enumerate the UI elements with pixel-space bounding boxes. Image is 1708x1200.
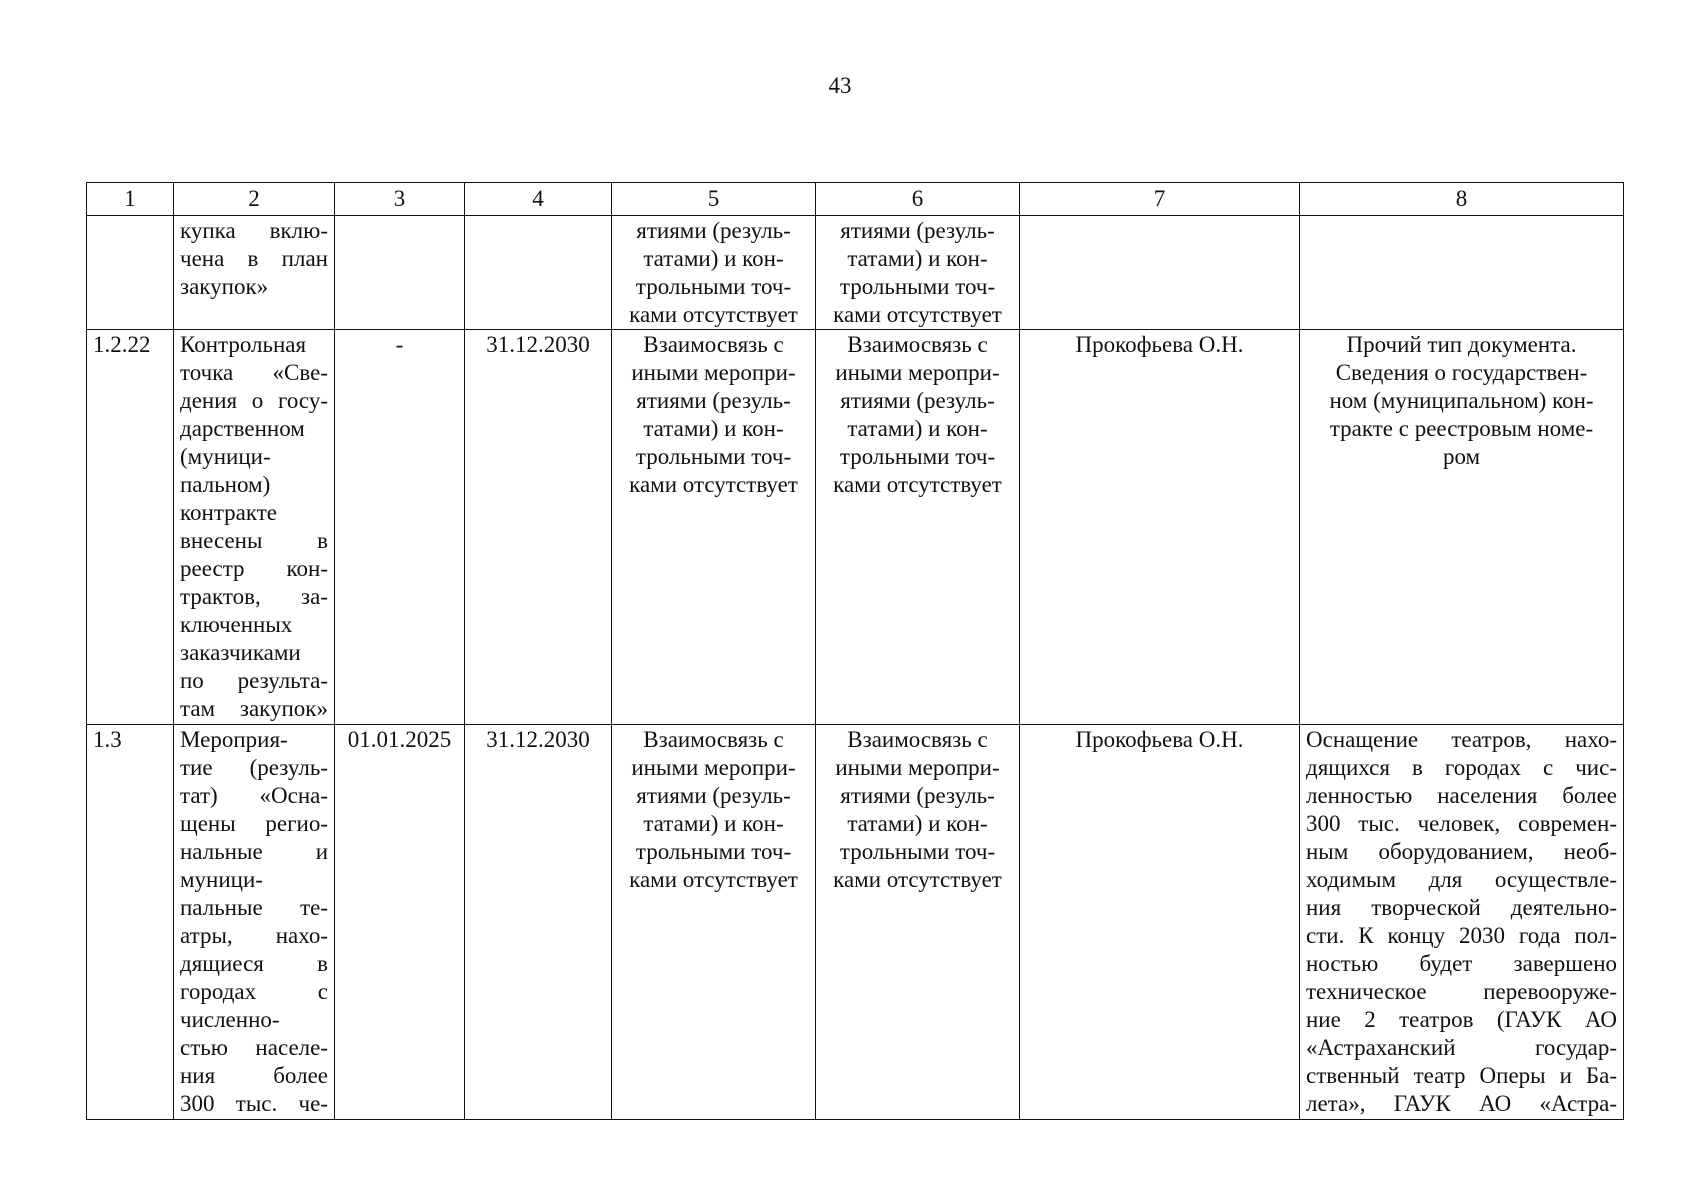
cell-line: ром — [1442, 444, 1481, 469]
cell-line: ками отсутствует — [629, 867, 798, 892]
table-row — [87, 216, 1624, 330]
cell-line: Мероприя- — [180, 727, 288, 752]
column-header-5: 5 — [612, 183, 816, 216]
cell-col6 — [816, 330, 1020, 725]
cell-line: закупок» — [180, 274, 269, 299]
cell-col7 — [1020, 216, 1300, 330]
cell-line: 300 тыс. человек, современ- — [1306, 811, 1617, 836]
column-header-2: 2 — [174, 183, 335, 216]
cell-line: татами) и кон- — [643, 246, 784, 271]
data-table — [86, 182, 1624, 1120]
cell-line: трольными точ- — [635, 274, 792, 299]
cell-line: ятиями (резуль- — [840, 218, 995, 243]
cell-line: чена в план — [180, 246, 328, 271]
cell-line: ками отсутствует — [629, 302, 798, 327]
row-number: 1.3 — [93, 727, 122, 752]
cell-line: ками отсутствует — [629, 472, 798, 497]
cell-line: 300 тыс. че- — [180, 1091, 328, 1116]
cell-line: татами) и кон- — [847, 246, 988, 271]
cell-line: ным оборудованием, необ- — [1306, 839, 1617, 864]
cell-line: городах с — [180, 979, 328, 1004]
cell-line: ятиями (резуль- — [840, 388, 995, 413]
end-date: 31.12.2030 — [486, 332, 590, 357]
cell-col6 — [816, 216, 1020, 330]
cell-col3 — [335, 216, 465, 330]
cell-line: ками отсутствует — [833, 867, 1002, 892]
cell-line: трольными точ- — [635, 444, 792, 469]
column-header-7: 7 — [1020, 183, 1300, 216]
cell-line: Оснащение театров, нахо- — [1306, 727, 1617, 752]
cell-line: реестр кон- — [180, 556, 328, 581]
column-header-4: 4 — [465, 183, 612, 216]
cell-line: иными меропри- — [631, 360, 796, 385]
page-number: 43 — [828, 73, 852, 98]
cell-line: Взаимосвязь с — [643, 727, 784, 752]
cell-col8 — [1300, 216, 1624, 330]
cell-col6 — [816, 725, 1020, 1120]
column-header-8: 8 — [1300, 183, 1624, 216]
cell-line: трольными точ- — [839, 839, 996, 864]
end-date: 31.12.2030 — [486, 727, 590, 752]
cell-line: Взаимосвязь с — [847, 332, 988, 357]
cell-line: иными меропри- — [631, 755, 796, 780]
cell-line: ками отсутствует — [833, 302, 1002, 327]
cell-line: пальном) — [180, 472, 271, 497]
column-header-6: 6 — [816, 183, 1020, 216]
cell-col4 — [465, 725, 612, 1120]
table-row — [87, 330, 1624, 725]
column-header-1: 1 — [87, 183, 174, 216]
cell-line: Взаимосвязь с — [643, 332, 784, 357]
column-header-3: 3 — [335, 183, 465, 216]
cell-line: атры, нахо- — [180, 923, 328, 948]
cell-line: пальные те- — [180, 895, 328, 920]
cell-col1 — [87, 725, 174, 1120]
table-row — [87, 725, 1624, 1120]
cell-line: дения о госу- — [180, 388, 328, 413]
cell-line: (муници- — [180, 444, 271, 469]
cell-line: тат) «Осна- — [180, 783, 328, 808]
cell-line: контракте — [180, 500, 277, 525]
cell-line: трактов, за- — [180, 584, 328, 609]
cell-line: трольными точ- — [839, 444, 996, 469]
header-row — [87, 183, 1624, 216]
cell-col7 — [1020, 725, 1300, 1120]
cell-col5 — [612, 330, 816, 725]
cell-line: тие (резуль- — [180, 755, 328, 780]
cell-col1 — [87, 330, 174, 725]
cell-col2 — [174, 330, 335, 725]
cell-line: «Астраханский государ- — [1306, 1035, 1617, 1060]
cell-line: сти. К концу 2030 года пол- — [1306, 923, 1617, 948]
cell-line: техническое перевооруже- — [1306, 979, 1617, 1004]
cell-line: нальные и — [180, 839, 328, 864]
cell-line: тракте с реестровым номе- — [1329, 416, 1594, 441]
cell-line: ключенных — [180, 612, 293, 637]
cell-line: ходимым для осуществле- — [1306, 867, 1617, 892]
cell-col8 — [1300, 330, 1624, 725]
cell-line: ственный театр Оперы и Ба- — [1306, 1063, 1617, 1088]
cell-line: ния творческой деятельно- — [1306, 895, 1617, 920]
cell-line: ятиями (резуль- — [636, 388, 791, 413]
cell-line: ятиями (резуль- — [636, 218, 791, 243]
cell-line: заказчиками — [180, 640, 301, 665]
cell-line: Взаимосвязь с — [847, 727, 988, 752]
cell-col4 — [465, 330, 612, 725]
cell-line: лета», ГАУК АО «Астра- — [1306, 1091, 1617, 1116]
cell-col3 — [335, 330, 465, 725]
cell-line: щены регио- — [180, 811, 328, 836]
responsible-person: Прокофьева О.Н. — [1075, 332, 1244, 357]
cell-line: купка вклю- — [180, 218, 328, 243]
cell-line: стью населе- — [180, 1035, 328, 1060]
cell-line: по результа- — [180, 668, 328, 693]
cell-line: дящихся в городах с чис- — [1306, 755, 1617, 780]
cell-line: ния более — [180, 1063, 328, 1088]
row-number: 1.2.22 — [93, 332, 151, 357]
cell-line: Сведения о государствен- — [1335, 360, 1588, 385]
cell-line: дарственном — [180, 416, 305, 441]
start-date: - — [395, 332, 404, 357]
cell-line: ном (муниципальном) кон- — [1329, 388, 1594, 413]
cell-col5 — [612, 725, 816, 1120]
cell-line: точка «Све- — [180, 360, 328, 385]
cell-line: Контрольная — [180, 332, 307, 357]
cell-line: ятиями (резуль- — [840, 783, 995, 808]
cell-line: дящиеся в — [180, 951, 328, 976]
cell-col8 — [1300, 725, 1624, 1120]
responsible-person: Прокофьева О.Н. — [1075, 727, 1244, 752]
cell-line: там закупок» — [180, 696, 328, 721]
cell-line: иными меропри- — [835, 755, 1000, 780]
cell-col5 — [612, 216, 816, 330]
cell-col4 — [465, 216, 612, 330]
cell-col7 — [1020, 330, 1300, 725]
start-date: 01.01.2025 — [347, 727, 452, 752]
cell-col2 — [174, 216, 335, 330]
cell-line: муници- — [180, 867, 263, 892]
cell-line: ленностью населения более — [1306, 783, 1617, 808]
cell-line: трольными точ- — [635, 839, 792, 864]
cell-line: ние 2 театров (ГАУК АО — [1306, 1007, 1617, 1032]
cell-line: иными меропри- — [835, 360, 1000, 385]
cell-line: трольными точ- — [839, 274, 996, 299]
cell-line: Прочий тип документа. — [1346, 332, 1577, 357]
cell-col2 — [174, 725, 335, 1120]
cell-col3 — [335, 725, 465, 1120]
cell-line: ятиями (резуль- — [636, 783, 791, 808]
cell-line: татами) и кон- — [643, 811, 784, 836]
cell-col1 — [87, 216, 174, 330]
cell-line: численно- — [180, 1007, 280, 1032]
cell-line: татами) и кон- — [847, 416, 988, 441]
cell-line: внесены в — [180, 528, 328, 553]
cell-line: ками отсутствует — [833, 472, 1002, 497]
cell-line: ностью будет завершено — [1306, 951, 1617, 976]
cell-line: татами) и кон- — [847, 811, 988, 836]
cell-line: татами) и кон- — [643, 416, 784, 441]
